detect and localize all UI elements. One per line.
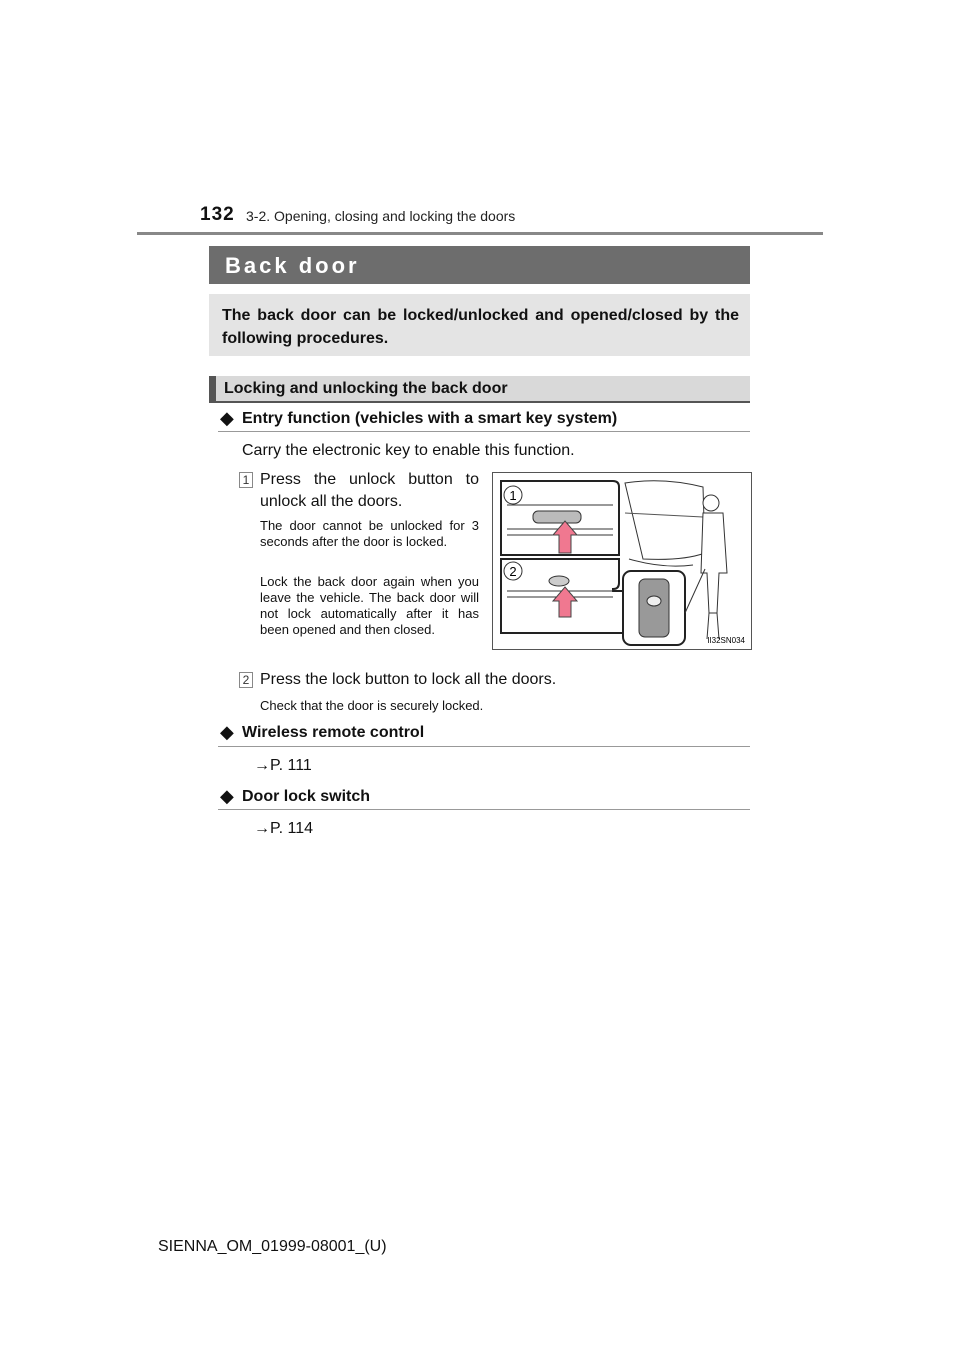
- subsection-bar: [209, 376, 750, 402]
- step-1-line-2: unlock all the doors.: [260, 493, 403, 510]
- subsection-title: Locking and unlocking the back door: [224, 380, 508, 397]
- note-3: Check that the door is securely locked.: [260, 698, 484, 713]
- step-2-number: 2: [239, 672, 253, 688]
- subsection-divider: [209, 401, 750, 403]
- section-title: Back door: [225, 253, 360, 278]
- entry-carry-text: Carry the electronic key to enable this function.: [242, 442, 575, 459]
- person-head: [703, 495, 719, 511]
- note-2: Lock the back door again when you leave the vehicle. The back door will not lock automatically after it has been opened and then closed.: [260, 574, 479, 637]
- illustration-drawing: [493, 473, 751, 649]
- wireless-divider: [218, 746, 750, 747]
- back-door-illustration: [492, 472, 752, 650]
- section-title-bar: [209, 246, 750, 284]
- entry-heading: Entry function (vehicles with a smart key system): [242, 410, 618, 427]
- vehicle-line: [629, 559, 693, 566]
- door-lock-divider: [218, 809, 750, 810]
- subsection-accent: [209, 376, 216, 402]
- page-number: 132: [200, 204, 235, 225]
- person-body: [701, 513, 727, 613]
- step-1-number: 1: [239, 472, 253, 488]
- step-2-text: Press the lock button to lock all the doors.: [260, 671, 557, 688]
- door-lock-heading: Door lock switch: [242, 788, 371, 805]
- vehicle-line: [625, 513, 703, 517]
- lock-button-shape: [549, 576, 569, 586]
- diamond-icon: ◆: [220, 408, 234, 428]
- wireless-heading: Wireless remote control: [242, 724, 425, 741]
- entry-divider: [218, 431, 750, 432]
- unlock-button-shape: [533, 511, 581, 523]
- illustration-label-1: 1: [509, 488, 517, 503]
- step-1-line-1: Press the unlock button to: [260, 471, 479, 488]
- diamond-icon: ◆: [220, 722, 234, 742]
- vehicle-rear-shape: [625, 481, 705, 560]
- door-lock-page-ref[interactable]: →P. 114: [254, 820, 314, 837]
- document-code: SIENNA_OM_01999-08001_(U): [158, 1238, 387, 1255]
- wireless-page-ref[interactable]: →P. 111: [254, 757, 312, 774]
- intro-box: [209, 294, 750, 356]
- illustration-label-2: 2: [509, 564, 517, 579]
- note-1: The door cannot be unlocked for 3 seconds after the door is locked.: [260, 518, 479, 549]
- key-fob-icon: [639, 579, 669, 637]
- chapter-title: 3-2. Opening, closing and locking the doors: [246, 208, 516, 224]
- header-divider: [137, 232, 823, 235]
- pointer-line: [685, 569, 705, 613]
- intro-text: The back door can be locked/unlocked and opened/closed by the following procedures.: [222, 307, 739, 347]
- arrow-up-icon: [553, 521, 577, 553]
- diamond-icon: ◆: [220, 786, 234, 806]
- illustration-code: II32SN034: [707, 636, 745, 645]
- key-fob-logo: [647, 596, 661, 606]
